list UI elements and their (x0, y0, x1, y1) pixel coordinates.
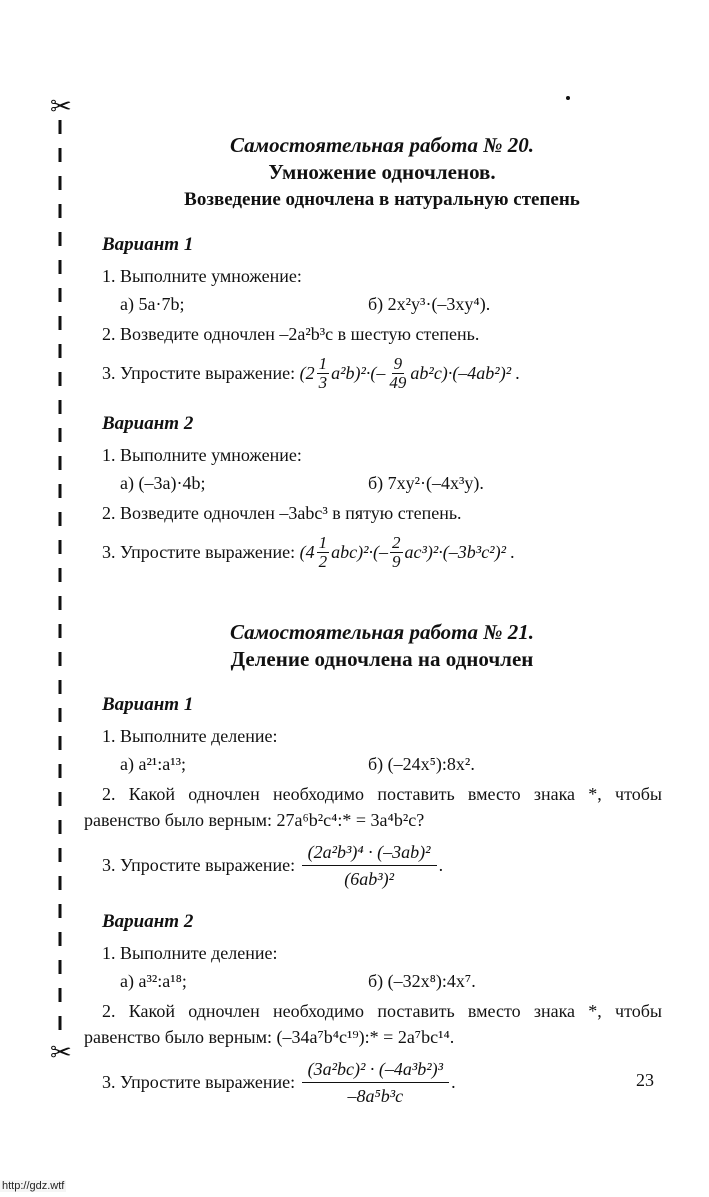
task-3 (102, 1058, 662, 1107)
fraction-denominator: (6ab³)² (344, 869, 394, 889)
expr-part: ·(–4ab²)² . (447, 363, 521, 383)
fraction (387, 355, 408, 392)
fraction-denominator: 2 (318, 552, 328, 571)
task-1-items (120, 470, 662, 496)
fraction (390, 534, 403, 571)
print-speck (566, 96, 570, 100)
fraction-denominator: 49 (389, 373, 407, 392)
work-20-topic-2: Возведение одночлена в натуральную степень (184, 189, 580, 210)
fraction-numerator: 1 (318, 533, 328, 552)
scissors-icon: ✂ (50, 1038, 72, 1067)
fraction-denominator: 3 (318, 373, 328, 392)
task-1a: а) (–3a)·4b; (120, 473, 206, 493)
expr-part: abc)² (331, 542, 369, 562)
work-20-title: Самостоятельная работа № 20. (230, 133, 534, 157)
task-1: 1. Выполните умножение: (102, 266, 302, 286)
task-1-items (120, 291, 662, 317)
task-2: 2. Какой одночлен необходимо поставить вместо знака *, чтобы равенство было верным: 27a⁶b²c⁴:* = 3a⁴b²c? (84, 784, 662, 830)
cut-line (50, 92, 74, 1072)
expr-end: . (438, 855, 444, 875)
task-1b: б) 7xy²·(–4x³y). (368, 473, 484, 493)
work-21-title: Самостоятельная работа № 21. (230, 620, 534, 644)
task-1b: б) 2x²y³·(–3xy⁴). (368, 294, 491, 314)
task-3 (102, 841, 662, 890)
mixed-fraction (317, 355, 330, 392)
task-1b: б) (–24x⁵):8x². (368, 754, 475, 774)
expr-part: ·(–3b³c²)² . (438, 542, 515, 562)
expression-fraction (302, 841, 437, 890)
expression-fraction (302, 1058, 449, 1107)
variant-label: Вариант 1 (102, 694, 194, 715)
task-1a: а) a³²:a¹⁸; (120, 971, 187, 991)
fraction-numerator: 1 (318, 354, 328, 373)
scissors-icon: ✂ (50, 92, 72, 121)
page-content (84, 130, 662, 1111)
fraction-numerator: 9 (393, 354, 403, 373)
watermark-link[interactable]: http://gdz.wtf (2, 1180, 65, 1192)
variant-label: Вариант 2 (102, 413, 194, 434)
fraction-denominator: –8a⁵b³c (347, 1086, 404, 1106)
variant-label: Вариант 2 (102, 911, 194, 932)
expr-part: ab²c) (410, 363, 448, 383)
task-3-label: 3. Упростите выражение: (102, 855, 296, 875)
fraction-denominator: 9 (392, 552, 401, 571)
task-1a: а) 5a·7b; (120, 294, 185, 314)
work-20-topic-1: Умножение одночленов. (268, 160, 496, 184)
expr-part: a²b)² (331, 363, 366, 383)
expr-part: (4 (299, 542, 315, 562)
task-1: 1. Выполните деление: (102, 726, 278, 746)
task-1b: б) (–32x⁸):4x⁷. (368, 971, 476, 991)
expr-part: (2 (299, 363, 315, 383)
task-3-label: 3. Упростите выражение: (102, 363, 296, 383)
task-2: 2. Какой одночлен необходимо поставить вместо знака *, чтобы равенство было верным: (–34a⁷b⁴c¹⁹):* = 2a⁷bc¹⁴. (84, 1001, 662, 1047)
task-3-label: 3. Упростите выражение: (102, 1072, 296, 1092)
task-3-expression (300, 534, 515, 571)
expr-end: . (451, 1072, 456, 1092)
task-3-label: 3. Упростите выражение: (102, 542, 296, 562)
mixed-fraction (317, 534, 330, 571)
expr-part: ac³)² (404, 542, 439, 562)
page-number: 23 (636, 1070, 654, 1090)
task-3 (102, 534, 662, 571)
task-2: 2. Возведите одночлен –3abc³ в пятую степень. (102, 503, 462, 523)
expr-part: ·(– (365, 363, 386, 383)
fraction-numerator: (3a²bc)² · (–4a³b²)³ (302, 1058, 449, 1083)
task-1a: а) a²¹:a¹³; (120, 754, 187, 774)
task-3 (102, 355, 662, 392)
task-2: 2. Возведите одночлен –2a²b³c в шестую степень. (102, 324, 480, 344)
task-1: 1. Выполните деление: (102, 943, 278, 963)
expr-part: ·(– (368, 542, 389, 562)
variant-label: Вариант 1 (102, 234, 194, 255)
fraction-numerator: (2a²b³)⁴ · (–3ab)² (302, 841, 437, 866)
task-1-items (120, 968, 662, 994)
task-1: 1. Выполните умножение: (102, 445, 302, 465)
task-3-expression (300, 355, 520, 392)
fraction-numerator: 2 (392, 533, 401, 552)
task-1-items (120, 751, 662, 777)
work-21-topic: Деление одночлена на одночлен (230, 647, 534, 671)
